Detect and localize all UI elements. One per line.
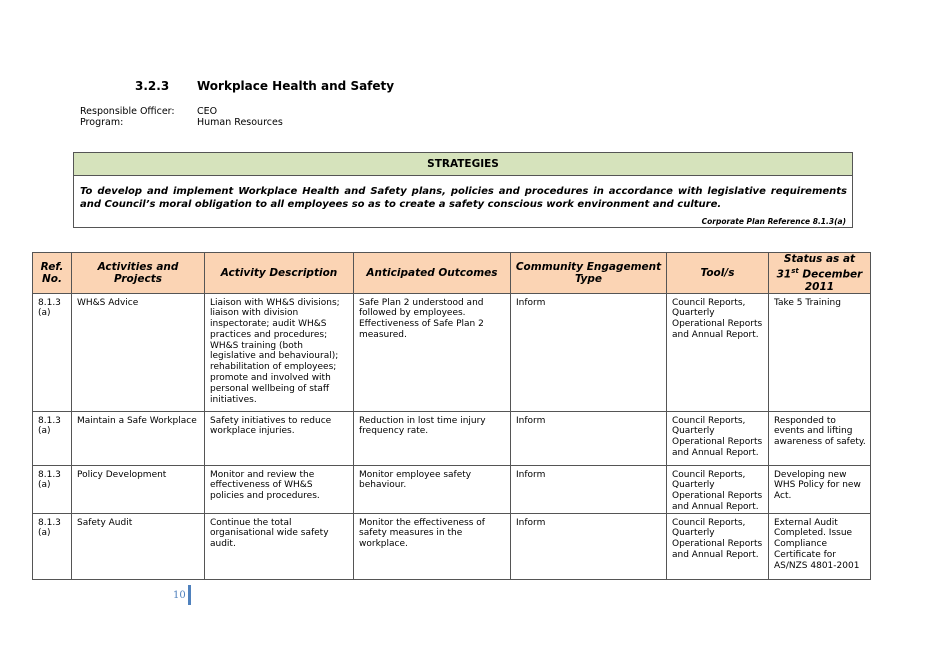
meta-program: [80, 117, 283, 128]
cell-status: External Audit Completed. Issue Compliance Certificate for AS/NZS 4801-2001: [769, 513, 871, 579]
cell-activity: Policy Development: [72, 465, 205, 513]
section-title: Workplace Health and Safety: [197, 79, 395, 93]
cell-ref: 8.1.3 (a): [33, 411, 72, 465]
page-number-bar: [188, 585, 191, 605]
cell-tools: Council Reports, Quarterly Operational Reports and Annual Report.: [667, 411, 769, 465]
table-row: [33, 513, 871, 579]
meta-key: Responsible Officer:: [80, 106, 175, 117]
status-header-sup: st: [791, 267, 799, 275]
table-row: [33, 411, 871, 465]
cell-engagement: Inform: [511, 293, 667, 411]
cell-activity: Maintain a Safe Workplace: [72, 411, 205, 465]
status-header-post: December 2011: [798, 268, 863, 293]
cell-description: Continue the total organisational wide safety audit.: [205, 513, 354, 579]
cell-engagement: Inform: [511, 465, 667, 513]
cell-tools: Council Reports, Quarterly Operational Reports and Annual Report.: [667, 513, 769, 579]
cell-engagement: Inform: [511, 411, 667, 465]
section-heading: [135, 79, 394, 93]
page-number: 10: [173, 590, 186, 601]
header-description: Activity Description: [205, 253, 354, 294]
cell-ref: 8.1.3 (a): [33, 293, 72, 411]
header-activity: Activities and Projects: [72, 253, 205, 294]
cell-activity: Safety Audit: [72, 513, 205, 579]
cell-ref: 8.1.3 (a): [33, 465, 72, 513]
cell-outcomes: Reduction in lost time injury frequency rate.: [354, 411, 511, 465]
cell-tools: Council Reports, Quarterly Operational Reports and Annual Report.: [667, 293, 769, 411]
cell-status: Take 5 Training: [769, 293, 871, 411]
meta-value: Human Resources: [197, 117, 283, 128]
corporate-plan-reference: Corporate Plan Reference 8.1.3(a): [701, 217, 846, 226]
meta-key: Program:: [80, 117, 124, 128]
cell-outcomes: Safe Plan 2 understood and followed by employees. Effectiveness of Safe Plan 2 measured.: [354, 293, 511, 411]
cell-description: Liaison with WH&S divisions; liaison with division inspectorate; audit WH&S practices and procedures; WH&S training (both legislative and behavioural); rehabilitation of employees; promote and involved with personal wellbeing of staff initiatives.: [205, 293, 354, 411]
cell-status: Responded to events and lifting awareness of safety.: [769, 411, 871, 465]
cell-activity: WH&S Advice: [72, 293, 205, 411]
header-ref: Ref. No.: [33, 253, 72, 294]
table-header-row: [33, 253, 871, 294]
meta-value: CEO: [197, 106, 218, 117]
cell-outcomes: Monitor the effectiveness of safety measures in the workplace.: [354, 513, 511, 579]
meta-responsible-officer: [80, 106, 217, 117]
header-engagement: Community Engagement Type: [511, 253, 667, 294]
cell-ref: 8.1.3 (a): [33, 513, 72, 579]
cell-engagement: Inform: [511, 513, 667, 579]
header-tools: Tool/s: [667, 253, 769, 294]
section-number: 3.2.3: [135, 79, 170, 93]
activities-table: [32, 252, 871, 580]
table-row: [33, 465, 871, 513]
strategies-header: STRATEGIES: [74, 153, 852, 176]
cell-outcomes: Monitor employee safety behaviour.: [354, 465, 511, 513]
strategies-box: [73, 152, 853, 228]
header-status: [769, 253, 871, 294]
status-header-pre: Status as at 31: [776, 253, 856, 281]
strategies-text: To develop and implement Workplace Health and Safety plans, policies and procedures in accordance with legislative requirements and Council’s moral obligation to all employees so as to create a safety conscious work environment and culture.: [80, 186, 847, 210]
cell-status: Developing new WHS Policy for new Act.: [769, 465, 871, 513]
table-row: [33, 293, 871, 411]
cell-description: Safety initiatives to reduce workplace injuries.: [205, 411, 354, 465]
cell-description: Monitor and review the effectiveness of WH&S policies and procedures.: [205, 465, 354, 513]
header-outcomes: Anticipated Outcomes: [354, 253, 511, 294]
cell-tools: Council Reports, Quarterly Operational Reports and Annual Report.: [667, 465, 769, 513]
